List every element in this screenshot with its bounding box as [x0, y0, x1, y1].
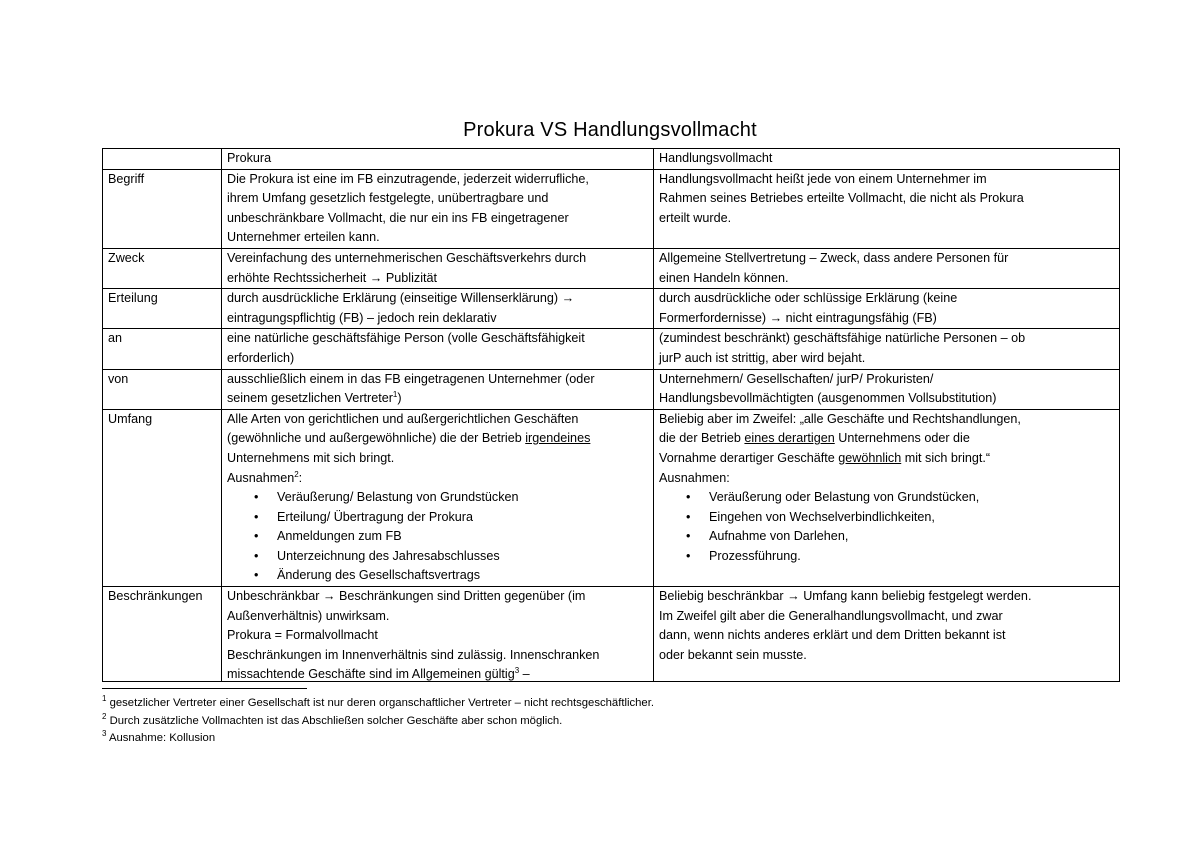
- text-fragment: die der Betrieb: [659, 431, 745, 446]
- list-item: • Anmeldungen zum FB: [277, 527, 649, 547]
- text-line: Handlungsvollmacht heißt jede von einem Unternehmer im: [659, 171, 987, 186]
- text-line: [659, 429, 1115, 449]
- footnote: [102, 713, 654, 731]
- text-line: erhöhte Rechtssicherheit → Publizität: [227, 270, 437, 285]
- table-row-von: [103, 369, 1120, 409]
- handlungsvollmacht-cell: [654, 369, 1120, 409]
- text-line: jurP auch ist strittig, aber wird bejaht.: [659, 350, 866, 365]
- text-fragment: mit sich bringt.“: [901, 450, 991, 465]
- text-fragment: ): [397, 391, 402, 406]
- footnote-number: 2: [102, 711, 107, 721]
- underlined-text: gewöhnlich: [838, 450, 902, 465]
- text-line: Ausnahmen:: [659, 470, 730, 485]
- text-line: [659, 449, 1115, 469]
- page-title: Prokura VS Handlungsvollmacht: [463, 119, 757, 141]
- text-fragment: Ausnahmen: [227, 470, 295, 485]
- text-line: (zumindest beschränkt) geschäftsfähige natürliche Personen – ob: [659, 331, 1026, 346]
- text-line: Handlungsbevollmächtigten (ausgenommen Vollsubstitution): [659, 391, 997, 406]
- text-line: [227, 665, 649, 681]
- text-line: eintragungspflichtig (FB) – jedoch rein deklarativ: [227, 310, 497, 325]
- text-line: [227, 429, 649, 449]
- text-line: Unbeschränkbar → Beschränkungen sind Dritten gegenüber (im: [227, 589, 586, 604]
- text-line: ihrem Umfang gesetzlich festgelegte, unübertragbare und: [227, 191, 549, 206]
- table-row-zweck: [103, 248, 1120, 288]
- text-fragment: seinem gesetzlichen Vertreter: [227, 391, 393, 406]
- text-line: Alle Arten von gerichtlichen und außergerichtlichen Geschäften: [227, 411, 579, 426]
- text-line: Rahmen seines Betriebes erteilte Vollmacht, die nicht als Prokura: [659, 191, 1024, 206]
- footnote: [102, 730, 654, 748]
- prokura-cell: [222, 409, 654, 586]
- row-label: Beschränkungen: [103, 587, 222, 682]
- footnote-number: 3: [102, 729, 107, 739]
- text-fragment: –: [519, 667, 530, 682]
- row-label: an: [103, 329, 222, 369]
- text-line: einen Handeln können.: [659, 270, 789, 285]
- text-fragment: (gewöhnliche und außergewöhnliche) die der Betrieb: [227, 431, 526, 446]
- text-line: [227, 469, 649, 489]
- prokura-cell: [222, 369, 654, 409]
- header-cell-empty: [103, 149, 222, 170]
- text-line: Beschränkungen im Innenverhältnis sind zulässig. Innenschranken: [227, 647, 600, 662]
- footnotes: [102, 695, 654, 748]
- table-row-beschraenkungen: [103, 587, 1120, 682]
- text-line: dann, wenn nichts anderes erklärt und dem Dritten bekannt ist: [659, 628, 1006, 643]
- handlungsvollmacht-cell: [654, 587, 1120, 682]
- text-line: [227, 389, 649, 409]
- table-row-umfang: [103, 409, 1120, 586]
- row-label: Erteilung: [103, 289, 222, 329]
- header-cell-prokura: Prokura: [222, 149, 654, 170]
- table-row-an: [103, 329, 1120, 369]
- underlined-text: eines derartigen: [744, 431, 835, 446]
- handlungsvollmacht-cell: [654, 169, 1120, 248]
- footnote: [102, 695, 654, 713]
- table-row-erteilung: [103, 289, 1120, 329]
- handlungsvollmacht-cell: [654, 289, 1120, 329]
- prokura-cell: [222, 587, 654, 682]
- text-line: oder bekannt sein musste.: [659, 647, 807, 662]
- prokura-cell: [222, 289, 654, 329]
- footnote-text: gesetzlicher Vertreter einer Gesellschaft ist nur deren organschaftlicher Vertreter – nicht rechtsgeschäftlicher.: [109, 697, 654, 709]
- text-line: Unternehmern/ Gesellschaften/ jurP/ Prokuristen/: [659, 371, 934, 386]
- text-line: Prokura = Formalvollmacht: [227, 628, 378, 643]
- text-line: unbeschränkbare Vollmacht, die nur ein ins FB eingetragener: [227, 210, 569, 225]
- cell-content: [227, 587, 649, 681]
- footnote-separator: [102, 688, 307, 689]
- list-item: • Änderung des Gesellschaftsvertrags: [277, 566, 649, 586]
- text-line: Allgemeine Stellvertretung – Zweck, dass andere Personen für: [659, 250, 1009, 265]
- underlined-text: irgendeines: [525, 431, 591, 446]
- list-item: • Veräußerung oder Belastung von Grundstücken,: [709, 488, 1115, 508]
- row-label: Begriff: [103, 169, 222, 248]
- text-fragment: Vornahme derartiger Geschäfte: [659, 450, 839, 465]
- footnote-text: Ausnahme: Kollusion: [108, 732, 216, 745]
- prokura-cell: [222, 248, 654, 288]
- text-fragment: missachtende Geschäfte sind im Allgemeinen gültig: [227, 667, 515, 682]
- list-item: • Erteilung/ Übertragung der Prokura: [277, 508, 649, 528]
- row-label: Zweck: [103, 248, 222, 288]
- comparison-table: [102, 148, 1120, 682]
- list-item: • Unterzeichnung des Jahresabschlusses: [277, 547, 649, 567]
- text-line: Formerfordernisse) → nicht eintragungsfähig (FB): [659, 310, 937, 325]
- list-item: • Veräußerung/ Belastung von Grundstücken: [277, 488, 649, 508]
- exceptions-list: [659, 488, 1115, 566]
- text-line: Beliebig beschränkbar → Umfang kann beliebig festgelegt werden.: [659, 589, 1032, 604]
- table-header-row: [103, 149, 1120, 170]
- exceptions-list: [227, 488, 649, 586]
- row-label: von: [103, 369, 222, 409]
- text-fragment: :: [298, 470, 303, 485]
- text-line: Außenverhältnis) unwirksam.: [227, 608, 390, 623]
- text-fragment: Unternehmens oder die: [834, 431, 970, 446]
- handlungsvollmacht-cell: [654, 329, 1120, 369]
- row-label: Umfang: [103, 409, 222, 586]
- text-line: Im Zweifel gilt aber die Generalhandlungsvollmacht, und zwar: [659, 608, 1003, 623]
- text-line: Beliebig aber im Zweifel: „alle Geschäfte und Rechtshandlungen,: [659, 411, 1021, 426]
- handlungsvollmacht-cell: [654, 409, 1120, 586]
- prokura-cell: [222, 169, 654, 248]
- footnote-text: Durch zusätzliche Vollmachten ist das Abschließen solcher Geschäfte aber schon möglich.: [109, 714, 563, 727]
- handlungsvollmacht-cell: [654, 248, 1120, 288]
- prokura-cell: [222, 329, 654, 369]
- list-item: • Eingehen von Wechselverbindlichkeiten,: [709, 508, 1115, 528]
- text-line: Vereinfachung des unternehmerischen Geschäftsverkehrs durch: [227, 250, 587, 265]
- table-row-begriff: [103, 169, 1120, 248]
- text-line: Unternehmer erteilen kann.: [227, 230, 380, 245]
- text-line: durch ausdrückliche Erklärung (einseitige Willenserklärung) →: [227, 291, 575, 306]
- text-line: ausschließlich einem in das FB eingetragenen Unternehmer (oder: [227, 371, 595, 386]
- text-line: durch ausdrückliche oder schlüssige Erklärung (keine: [659, 291, 958, 306]
- text-line: Die Prokura ist eine im FB einzutragende, jederzeit widerrufliche,: [227, 171, 589, 186]
- text-line: Unternehmens mit sich bringt.: [227, 450, 395, 465]
- list-item: • Aufnahme von Darlehen,: [709, 527, 1115, 547]
- header-cell-handlungsvollmacht: Handlungsvollmacht: [654, 149, 1120, 170]
- footnote-ref[interactable]: 1: [392, 389, 398, 399]
- footnote-ref[interactable]: 2: [294, 469, 299, 479]
- text-line: erteilt wurde.: [659, 210, 732, 225]
- text-line: erforderlich): [227, 350, 295, 365]
- footnote-number: 1: [102, 694, 107, 704]
- footnote-ref[interactable]: 3: [514, 666, 520, 676]
- list-item: • Prozessführung.: [709, 547, 1115, 567]
- text-line: eine natürliche geschäftsfähige Person (volle Geschäftsfähigkeit: [227, 331, 585, 346]
